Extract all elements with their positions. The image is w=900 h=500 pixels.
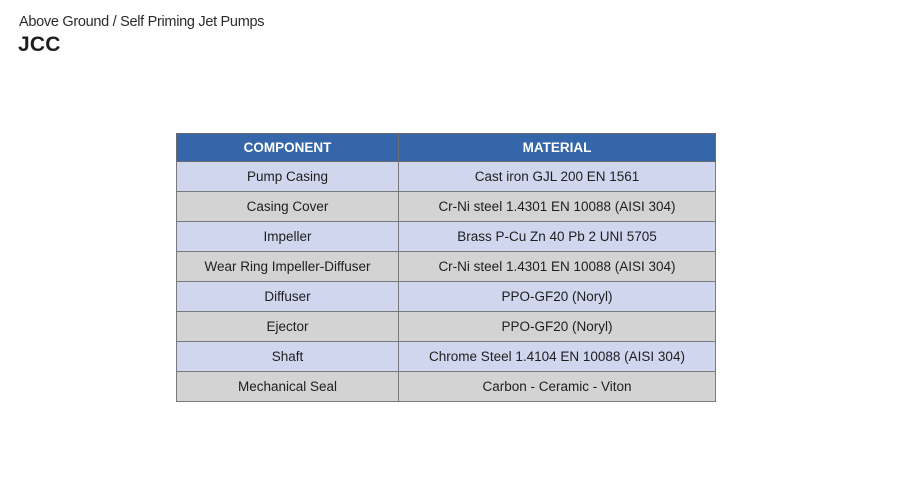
material-cell: Brass P-Cu Zn 40 Pb 2 UNI 5705: [399, 222, 716, 252]
material-cell: Carbon - Ceramic - Viton: [399, 372, 716, 402]
table-row: [177, 192, 716, 222]
component-cell: Pump Casing: [177, 162, 399, 192]
component-cell: Shaft: [177, 342, 399, 372]
table-row: [177, 252, 716, 282]
page-title: JCC: [18, 33, 61, 56]
table-row: [177, 342, 716, 372]
page-subtitle: Above Ground / Self Priming Jet Pumps: [19, 14, 265, 30]
column-header-material: MATERIAL: [399, 134, 716, 162]
material-cell: Cast iron GJL 200 EN 1561: [399, 162, 716, 192]
material-cell: PPO-GF20 (Noryl): [399, 312, 716, 342]
table-row: [177, 222, 716, 252]
table-row: [177, 282, 716, 312]
materials-table: [176, 133, 716, 402]
material-cell: Cr-Ni steel 1.4301 EN 10088 (AISI 304): [399, 252, 716, 282]
material-cell: Cr-Ni steel 1.4301 EN 10088 (AISI 304): [399, 192, 716, 222]
component-cell: Mechanical Seal: [177, 372, 399, 402]
component-cell: Ejector: [177, 312, 399, 342]
table-row: [177, 312, 716, 342]
component-cell: Diffuser: [177, 282, 399, 312]
component-cell: Casing Cover: [177, 192, 399, 222]
table-header-row: [177, 134, 716, 162]
component-cell: Impeller: [177, 222, 399, 252]
table-row: [177, 162, 716, 192]
material-cell: PPO-GF20 (Noryl): [399, 282, 716, 312]
material-cell: Chrome Steel 1.4104 EN 10088 (AISI 304): [399, 342, 716, 372]
column-header-component: COMPONENT: [177, 134, 399, 162]
component-cell: Wear Ring Impeller-Diffuser: [177, 252, 399, 282]
table-row: [177, 372, 716, 402]
